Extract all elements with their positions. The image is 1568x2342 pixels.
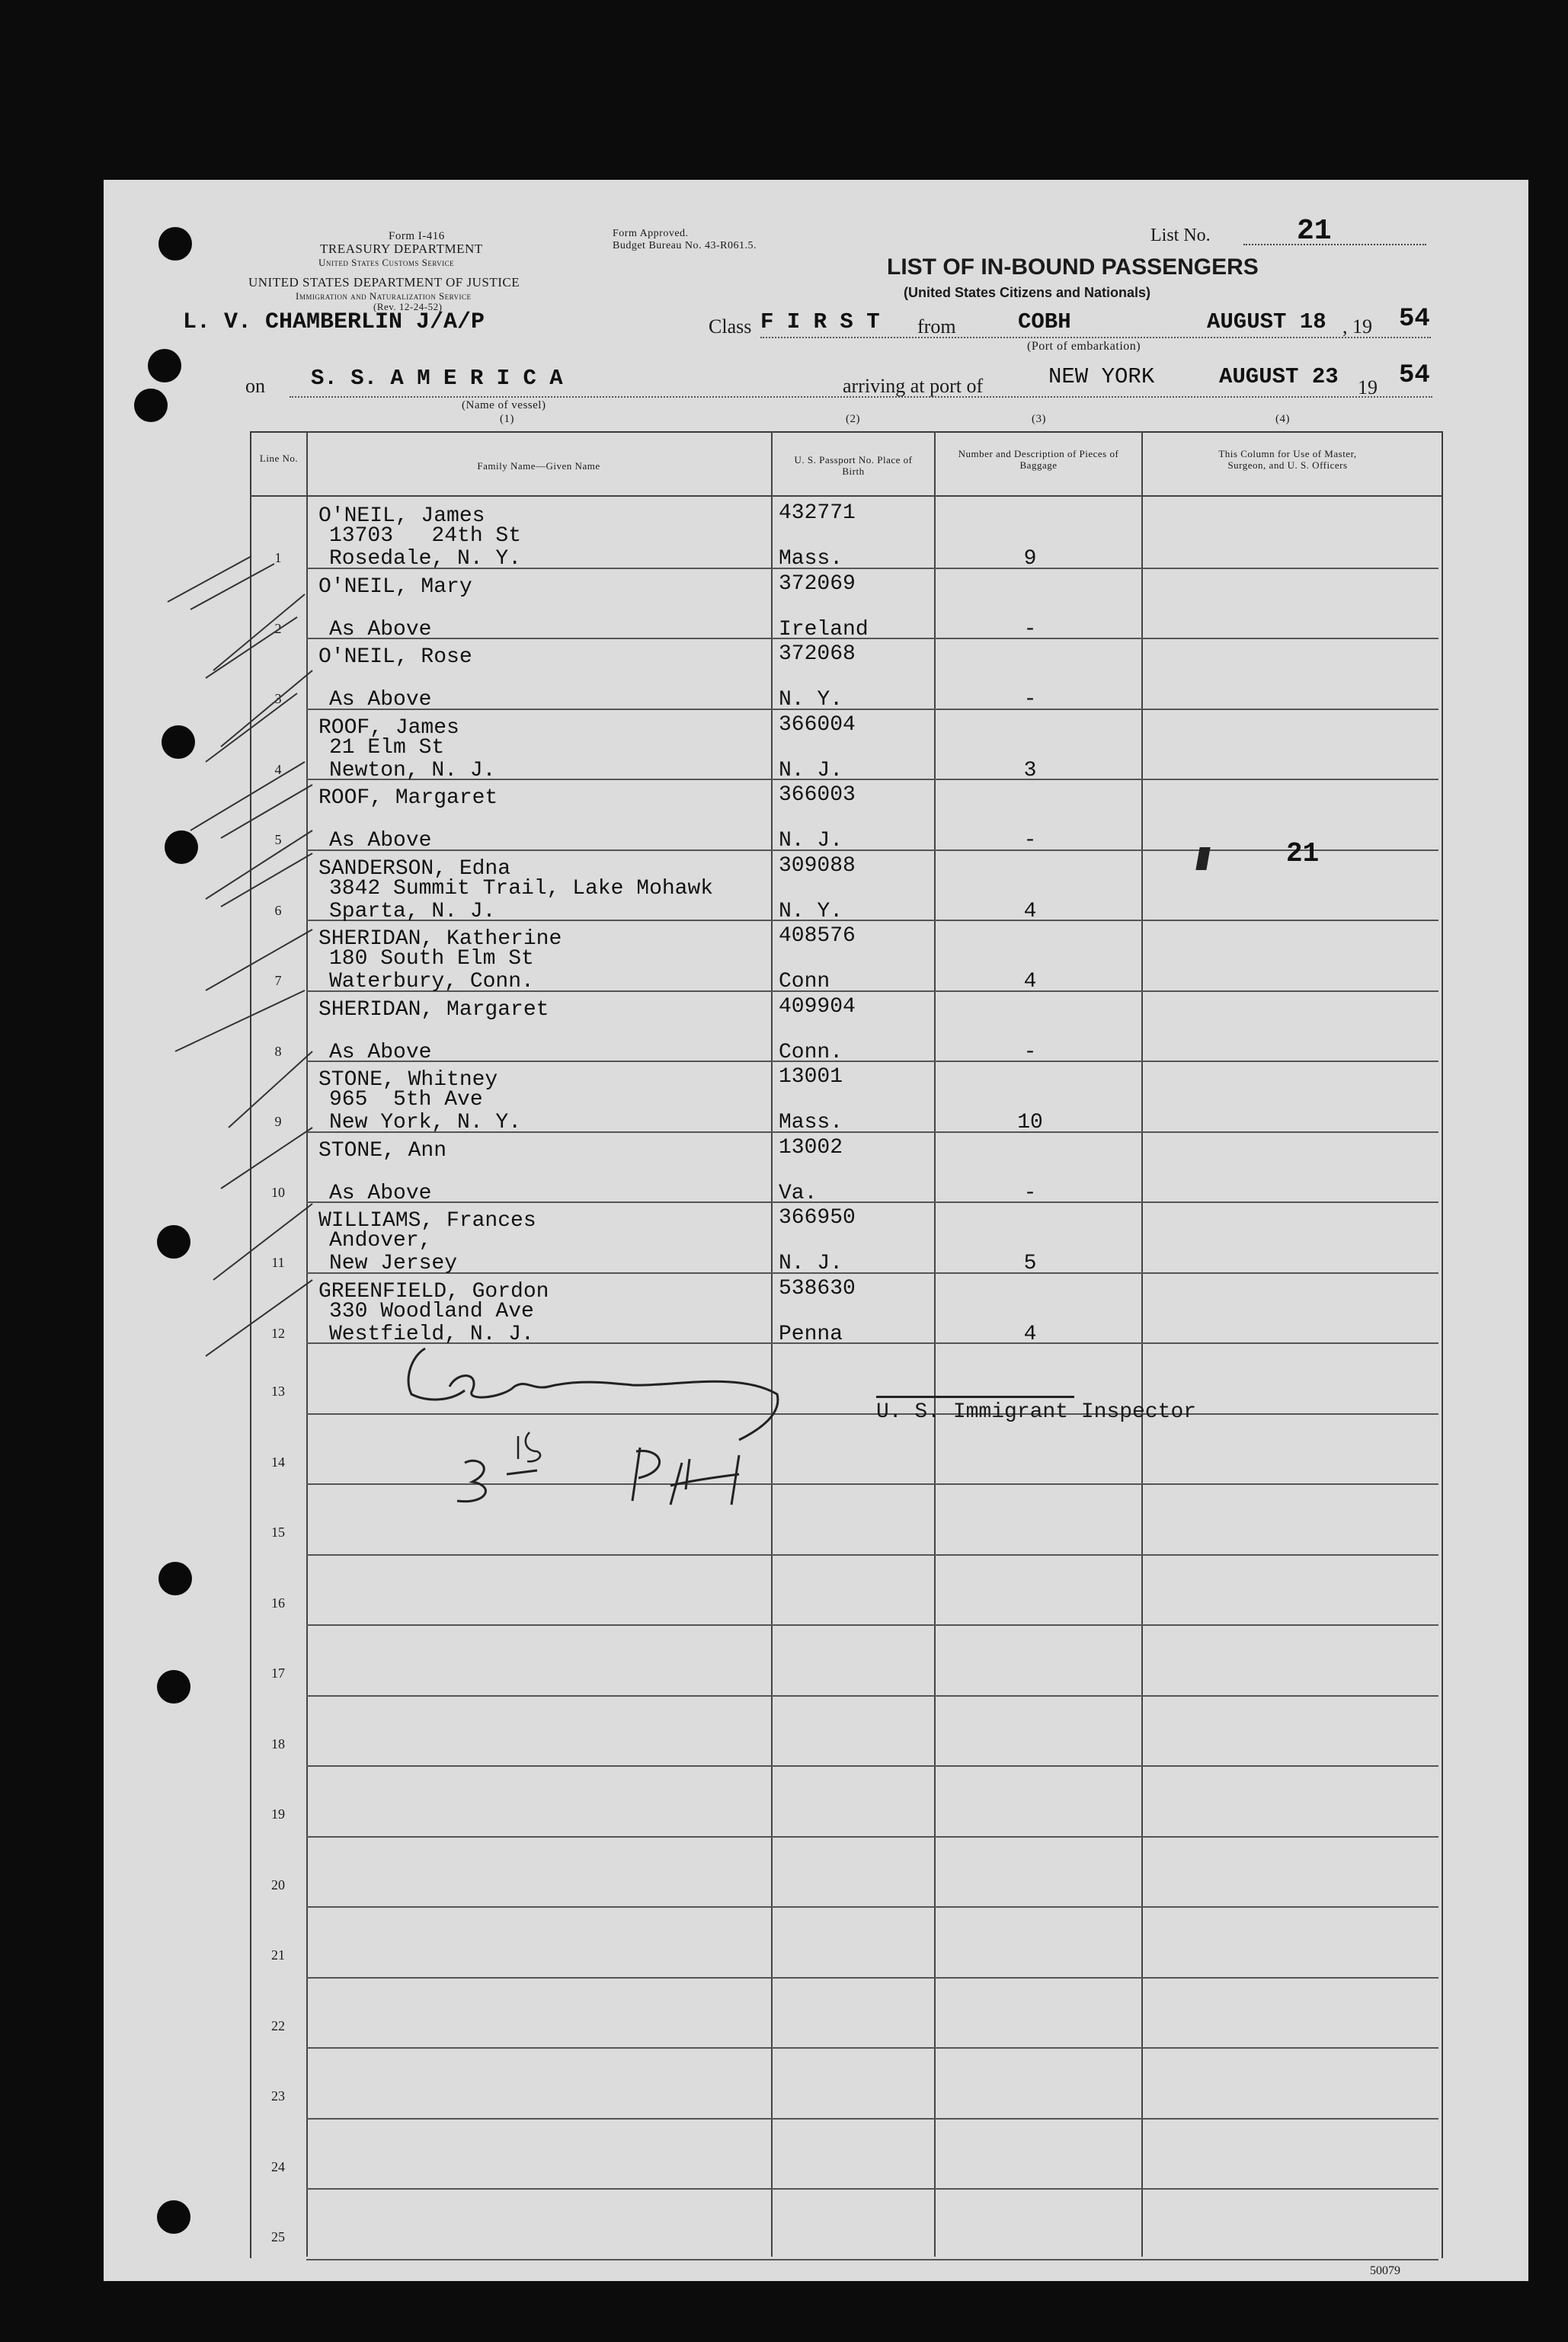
line-number: 4 bbox=[274, 761, 282, 777]
passenger-address-line1: 3842 Summit Trail, Lake Mohawk bbox=[329, 876, 714, 901]
baggage-count: 4 bbox=[1023, 1322, 1037, 1346]
baggage-count: - bbox=[1023, 829, 1037, 853]
binder-hole bbox=[148, 349, 181, 382]
vessel-name: S. S. A M E R I C A bbox=[311, 366, 563, 391]
row-divider bbox=[306, 2259, 1438, 2260]
passenger-name: STONE, Whitney bbox=[318, 1068, 498, 1092]
from-port: COBH bbox=[1018, 309, 1071, 334]
row-divider bbox=[306, 1624, 1438, 1626]
passenger-name: GREENFIELD, Gordon bbox=[318, 1279, 549, 1304]
vessel-line bbox=[290, 396, 1432, 398]
year-prefix: , 19 bbox=[1342, 315, 1372, 338]
revision: (Rev. 12-24-52) bbox=[373, 301, 443, 312]
inspector-signature bbox=[381, 1326, 808, 1509]
row-divider bbox=[306, 1554, 1438, 1556]
passenger-name: ROOF, James bbox=[318, 715, 459, 740]
baggage-count: 5 bbox=[1023, 1252, 1037, 1275]
line-number: 1 bbox=[274, 550, 282, 565]
row-divider bbox=[306, 2188, 1438, 2190]
class-label: Class bbox=[709, 315, 752, 338]
passenger-address-line1: 180 South Elm St bbox=[329, 947, 534, 971]
form-number: Form I-416 bbox=[389, 230, 445, 242]
passport-number: 13001 bbox=[779, 1065, 843, 1089]
row-divider bbox=[306, 1061, 1438, 1062]
margin-check-marks bbox=[160, 549, 328, 1394]
arrival-date: AUGUST 23 bbox=[1219, 364, 1339, 389]
row-divider bbox=[306, 638, 1438, 639]
row-divider bbox=[306, 1977, 1438, 1979]
line-number: 15 bbox=[271, 1525, 285, 1540]
line-number: 11 bbox=[271, 1255, 285, 1270]
passenger-address-line2: As Above bbox=[329, 829, 432, 853]
passenger-address-line2: Waterbury, Conn. bbox=[329, 970, 534, 993]
arriving-label: arriving at port of bbox=[843, 375, 984, 397]
departure-year: 54 bbox=[1399, 305, 1430, 334]
place-of-birth: Mass. bbox=[779, 1111, 843, 1134]
col-divider bbox=[934, 431, 936, 2257]
port-embark-label: (Port of embarkation) bbox=[1027, 340, 1141, 353]
place-of-birth: Conn. bbox=[779, 1040, 843, 1064]
binder-hole bbox=[157, 2200, 190, 2234]
header-divider bbox=[250, 495, 1442, 497]
place-of-birth: N. Y. bbox=[779, 899, 843, 923]
baggage-count: 10 bbox=[1017, 1111, 1043, 1134]
place-of-birth: Mass. bbox=[779, 547, 843, 571]
line-number: 5 bbox=[274, 832, 282, 847]
passenger-address-line2: As Above bbox=[329, 1040, 432, 1064]
header-name: Family Name—Given Name bbox=[477, 460, 600, 472]
place-of-birth: Penna bbox=[779, 1322, 843, 1346]
row-divider bbox=[306, 1906, 1438, 1908]
justice-dept: UNITED STATES DEPARTMENT OF JUSTICE bbox=[248, 275, 520, 290]
row-divider bbox=[306, 2118, 1438, 2120]
passenger-name: SANDERSON, Edna bbox=[318, 856, 511, 881]
line-number: 14 bbox=[271, 1454, 285, 1470]
year-prefix-2: 19 bbox=[1358, 376, 1378, 398]
line-number: 10 bbox=[271, 1184, 285, 1200]
row-divider bbox=[306, 1836, 1438, 1838]
budget-bureau: Budget Bureau No. 43-R061.5. bbox=[613, 240, 757, 251]
passenger-name: SHERIDAN, Katherine bbox=[318, 927, 562, 951]
line-number: 21 bbox=[271, 1947, 285, 1963]
passport-number: 372068 bbox=[779, 642, 856, 666]
passenger-address-line2: As Above bbox=[329, 688, 432, 712]
baggage-count: - bbox=[1023, 688, 1037, 712]
binder-hole bbox=[158, 1562, 192, 1595]
line-number: 12 bbox=[271, 1325, 285, 1341]
line-number: 8 bbox=[274, 1043, 282, 1059]
place-of-birth: N. J. bbox=[779, 1252, 843, 1275]
place-of-birth: N. J. bbox=[779, 758, 843, 782]
baggage-count: 4 bbox=[1023, 970, 1037, 993]
passenger-address-line1: 330 Woodland Ave bbox=[329, 1299, 534, 1323]
arrival-year: 54 bbox=[1399, 361, 1430, 390]
baggage-count: - bbox=[1023, 1040, 1037, 1064]
passport-number: 372069 bbox=[779, 571, 856, 596]
row-divider bbox=[306, 1765, 1438, 1767]
baggage-count: - bbox=[1023, 1181, 1037, 1205]
departure-date: AUGUST 18 bbox=[1207, 309, 1326, 334]
passenger-address-line2: Sparta, N. J. bbox=[329, 899, 496, 923]
passenger-address-line1: 13703 24th St bbox=[329, 524, 522, 548]
passenger-address-line2: As Above bbox=[329, 1181, 432, 1205]
passenger-address-line1: 965 5th Ave bbox=[329, 1088, 483, 1112]
passenger-address-line2: Rosedale, N. Y. bbox=[329, 547, 522, 571]
passport-number: 409904 bbox=[779, 994, 856, 1019]
list-no: 21 bbox=[1297, 215, 1332, 248]
on-label: on bbox=[245, 375, 265, 397]
header-baggage: Number and Description of Pieces of Baggage bbox=[958, 448, 1119, 471]
list-no-label: List No. bbox=[1150, 226, 1211, 245]
class-value: F I R S T bbox=[760, 309, 880, 334]
customs-service: United States Customs Service bbox=[318, 257, 455, 268]
passport-number: 13002 bbox=[779, 1135, 843, 1160]
passenger-name: O'NEIL, Rose bbox=[318, 645, 472, 669]
passenger-name: STONE, Ann bbox=[318, 1138, 447, 1163]
passenger-address-line2: As Above bbox=[329, 617, 432, 641]
passenger-address-line2: Westfield, N. J. bbox=[329, 1322, 534, 1346]
passenger-address-line1: 21 Elm St bbox=[329, 735, 445, 760]
line-number: 25 bbox=[271, 2229, 285, 2244]
baggage-count: 9 bbox=[1023, 547, 1037, 571]
column-number-1: (1) bbox=[500, 413, 514, 425]
passenger-address-line1: Andover, bbox=[329, 1229, 432, 1253]
ins-service: Immigration and Naturalization Service bbox=[296, 290, 472, 302]
column-number-4: (4) bbox=[1275, 413, 1290, 425]
place-of-birth: Va. bbox=[779, 1181, 818, 1205]
row-divider bbox=[306, 709, 1438, 710]
column-number-2: (2) bbox=[846, 413, 860, 425]
passenger-name: WILLIAMS, Frances bbox=[318, 1209, 536, 1233]
inspector-line bbox=[876, 1396, 1074, 1398]
page-subtitle: (United States Citizens and Nationals) bbox=[904, 285, 1151, 300]
officer-note: 21 bbox=[1286, 838, 1320, 869]
baggage-count: 3 bbox=[1023, 758, 1037, 782]
line-number: 22 bbox=[271, 2017, 285, 2033]
baggage-count: - bbox=[1023, 617, 1037, 641]
baggage-count: 4 bbox=[1023, 899, 1037, 923]
row-divider bbox=[306, 1201, 1438, 1203]
treasury-dept: TREASURY DEPARTMENT bbox=[320, 242, 483, 256]
passport-number: 408576 bbox=[779, 924, 856, 948]
footer-code: 50079 bbox=[1370, 2264, 1400, 2277]
arrival-port: NEW YORK bbox=[1048, 364, 1155, 389]
passport-number: 432771 bbox=[779, 501, 856, 525]
header-officers: This Column for Use of Master, Surgeon, and U. S. Officers bbox=[1218, 448, 1357, 471]
row-divider bbox=[306, 1272, 1438, 1274]
place-of-birth: Conn bbox=[779, 970, 830, 993]
passenger-name: O'NEIL, James bbox=[318, 504, 485, 528]
place-of-birth: N. J. bbox=[779, 829, 843, 853]
passport-number: 538630 bbox=[779, 1276, 856, 1301]
from-label: from bbox=[917, 315, 956, 338]
column-number-3: (3) bbox=[1032, 413, 1046, 425]
line-number: 20 bbox=[271, 1876, 285, 1892]
row-divider bbox=[306, 849, 1438, 851]
binder-hole bbox=[134, 389, 168, 422]
binder-hole bbox=[157, 1670, 190, 1704]
passport-number: 366004 bbox=[779, 712, 856, 737]
line-number: 18 bbox=[271, 1736, 285, 1752]
line-number: 23 bbox=[271, 2088, 285, 2104]
passenger-address-line2: New Jersey bbox=[329, 1252, 458, 1275]
line-number: 3 bbox=[274, 691, 282, 706]
row-divider bbox=[306, 2047, 1438, 2049]
header-passport: U. S. Passport No. Place of Birth bbox=[794, 454, 913, 477]
binder-hole bbox=[158, 227, 192, 261]
page-title: LIST OF IN-BOUND PASSENGERS bbox=[887, 254, 1259, 280]
line-number: 16 bbox=[271, 1595, 285, 1611]
passenger-name: SHERIDAN, Margaret bbox=[318, 997, 549, 1022]
class-line bbox=[760, 337, 1431, 338]
place-of-birth: Ireland bbox=[779, 617, 869, 641]
line-number: 6 bbox=[274, 902, 282, 918]
passenger-address-line2: New York, N. Y. bbox=[329, 1111, 522, 1134]
header-line-no: Line No. bbox=[259, 453, 299, 464]
line-number: 7 bbox=[274, 973, 282, 988]
list-no-line bbox=[1243, 244, 1426, 245]
passenger-name: O'NEIL, Mary bbox=[318, 574, 472, 599]
passport-number: 309088 bbox=[779, 853, 856, 878]
form-approved: Form Approved. bbox=[613, 228, 689, 239]
line-number: 24 bbox=[271, 2158, 285, 2174]
line-number: 9 bbox=[274, 1114, 282, 1129]
line-number: 19 bbox=[271, 1806, 285, 1822]
place-of-birth: N. Y. bbox=[779, 688, 843, 712]
passport-number: 366950 bbox=[779, 1206, 856, 1230]
passenger-address-line2: Newton, N. J. bbox=[329, 758, 496, 782]
passport-number: 366003 bbox=[779, 783, 856, 807]
vessel-label: (Name of vessel) bbox=[462, 399, 546, 411]
line-number: 13 bbox=[271, 1384, 285, 1399]
line-number: 2 bbox=[274, 620, 282, 636]
passenger-name: ROOF, Margaret bbox=[318, 786, 498, 810]
line-number: 17 bbox=[271, 1665, 285, 1681]
inspector-label: U. S. Immigrant Inspector bbox=[876, 1400, 1197, 1424]
col-divider bbox=[1141, 431, 1143, 2257]
agent-stamp: L. V. CHAMBERLIN J/A/P bbox=[183, 309, 485, 335]
row-divider bbox=[306, 1695, 1438, 1697]
